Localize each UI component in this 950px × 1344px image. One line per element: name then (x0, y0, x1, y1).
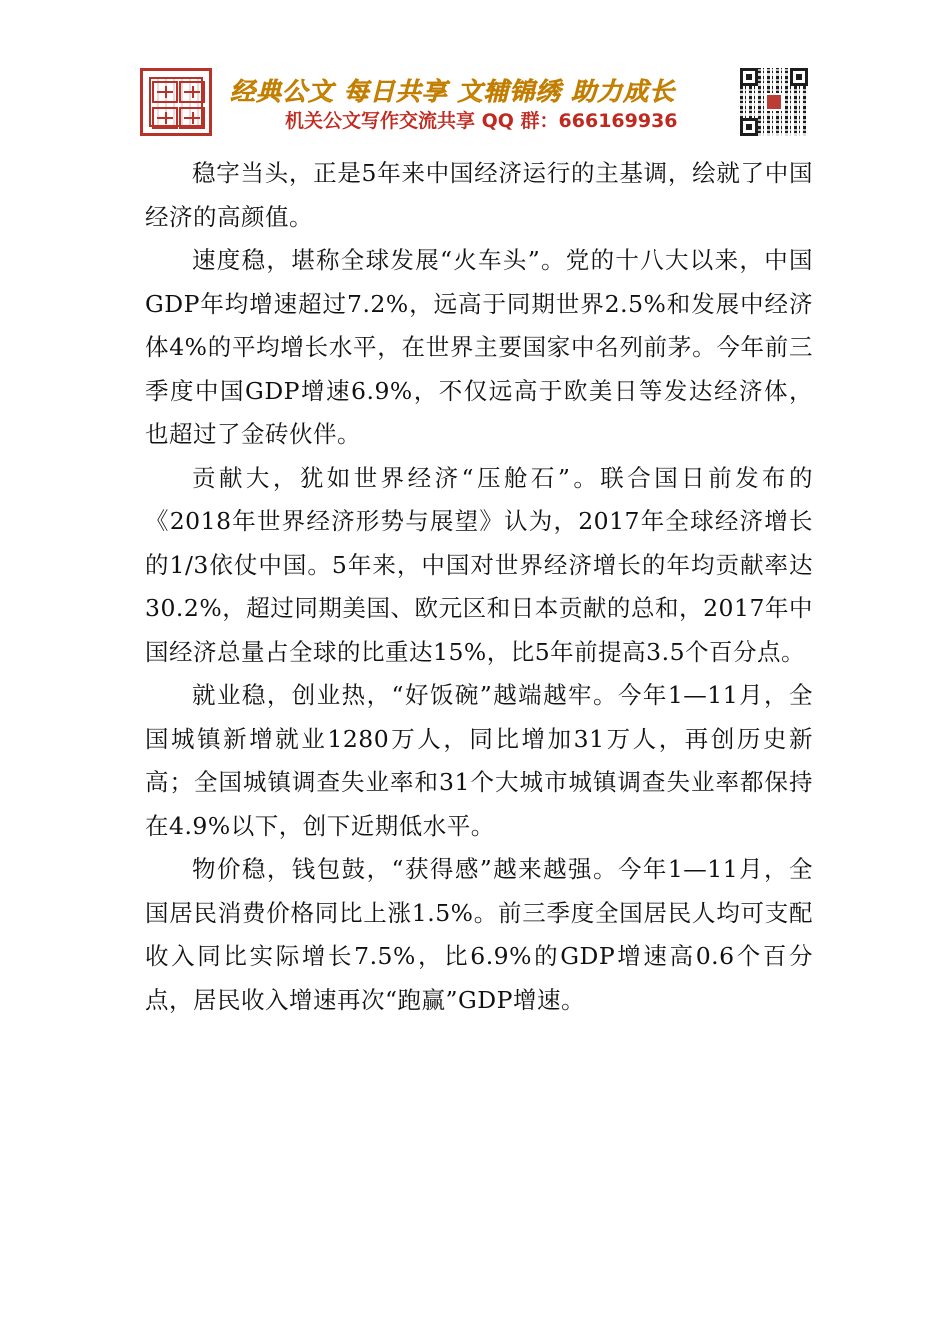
paragraph-global-contribution: 贡献大，犹如世界经济“压舱石”。联合国日前发布的《2018年世界经济形势与展望》认为，2017年全球经济增长的1/3依仗中国。5年来，中国对世界经济增长的年均贡献率达30.2%，超过同期美国、欧元区和日本贡献的总和，2017年中国经济总量占全球的比重达15%，比5年前提高3.5个百分点。 (145, 463, 813, 666)
document-body (145, 152, 813, 1022)
seal-logo (140, 68, 212, 136)
qr-finder-pattern (740, 68, 758, 86)
paragraph-intro: 稳字当头，正是5年来中国经济运行的主基调，绘就了中国经济的高颜值。 (145, 159, 813, 231)
qr-center-logo (765, 93, 783, 111)
page-header (140, 66, 810, 138)
paragraph-employment: 就业稳，创业热，“好饭碗”越端越牢。今年1—11月，全国城镇新增就业1280万人，同比增加31万人，再创历史新高；全国城镇调查失业率和31个大城市城镇调查失业率都保持在4.9%以下，创下近期低水平。 (145, 681, 813, 840)
qr-code-icon[interactable] (740, 68, 808, 136)
seal-glyph (152, 107, 178, 129)
header-subtitle: 机关公文写作交流共享 QQ 群：666169936 (285, 110, 678, 132)
seal-glyph (179, 81, 205, 103)
paragraph-growth-speed: 速度稳，堪称全球发展“火车头”。党的十八大以来，中国GDP年均增速超过7.2%，远高于同期世界2.5%和发展中经济体4%的平均增长水平，在世界主要国家中名列前茅。今年前三季度中国GDP增速6.9%，不仅远高于欧美日等发达经济体，也超过了金砖伙伴。 (145, 246, 813, 448)
seal-glyph (152, 81, 178, 103)
qr-finder-pattern (740, 118, 758, 136)
seal-glyph (179, 107, 205, 129)
paragraph-prices-income: 物价稳，钱包鼓，“获得感”越来越强。今年1—11月，全国居民消费价格同比上涨1.5%。前三季度全国居民人均可支配收入同比实际增长7.5%，比6.9%的GDP增速高0.6个百分点，居民收入增速再次“跑赢”GDP增速。 (145, 855, 813, 1014)
header-slogan: 经典公文 每日共享 文辅锦绣 助力成长 (230, 77, 676, 106)
qr-finder-pattern (790, 68, 808, 86)
